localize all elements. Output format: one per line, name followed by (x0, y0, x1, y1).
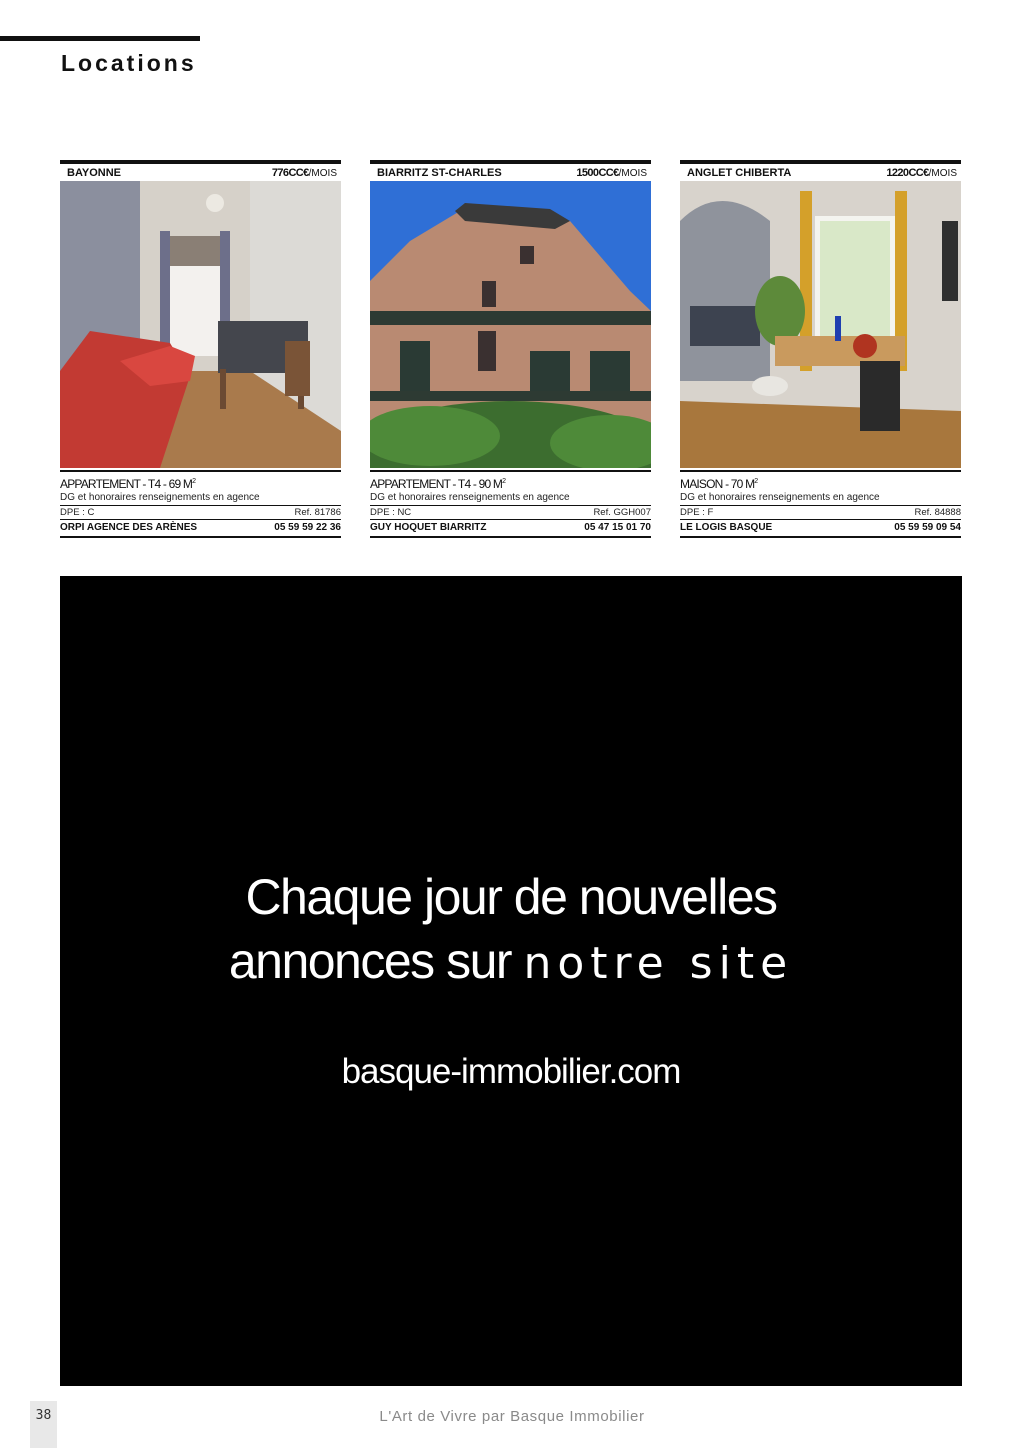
reference: Ref. 81786 (294, 507, 341, 518)
promo-headline-line2: annonces sur notre site (228, 933, 794, 989)
divider (370, 470, 651, 472)
listings-grid (60, 160, 962, 540)
property-type: APPARTEMENT - T4 - 90 $M^2$ (370, 477, 506, 491)
listing-city: BIARRITZ ST-CHARLES (377, 166, 502, 179)
header-rule (0, 36, 200, 41)
agency-phone[interactable]: 05 47 15 01 70 (584, 522, 651, 533)
divider (680, 470, 961, 472)
footer-tagline: L'Art de Vivre par Basque Immobilier (379, 1408, 645, 1425)
listing-header (370, 160, 651, 181)
dpe-rating: DPE : F (680, 507, 714, 518)
agency-row (370, 519, 651, 538)
reference: Ref. 84888 (914, 507, 961, 518)
listing-header (680, 160, 961, 181)
fees-note: DG et honoraires renseignements en agence (370, 492, 570, 503)
agency-name[interactable]: ORPI AGENCE DES ARÈNES (60, 522, 198, 533)
listing-photo[interactable] (60, 181, 341, 468)
agency-name[interactable]: LE LOGIS BASQUE (680, 522, 773, 533)
promo-headline-line1: Chaque jour de nouvelles (245, 869, 777, 925)
agency-row (60, 519, 341, 538)
dpe-rating: DPE : NC (370, 507, 412, 518)
agency-phone[interactable]: 05 59 59 22 36 (274, 522, 341, 533)
listing-card-biarritz[interactable] (370, 160, 651, 538)
section-title: Locations (61, 50, 197, 76)
promo-banner (60, 576, 962, 1386)
fees-note: DG et honoraires renseignements en agence (680, 492, 880, 503)
listing-price: 776CC€/MOIS (271, 166, 337, 179)
website-link[interactable]: basque-immobilier.com (341, 1052, 681, 1091)
property-type: MAISON - 70 $M^2$ (680, 477, 758, 491)
listing-header (60, 160, 341, 181)
property-type: APPARTEMENT - T4 - 69 $M^2$ (60, 477, 196, 491)
listing-price: 1220CC€/MOIS (886, 166, 957, 179)
meta-row (60, 505, 341, 519)
listing-card-bayonne[interactable] (60, 160, 341, 538)
dpe-rating: DPE : C (60, 507, 95, 518)
fees-note: DG et honoraires renseignements en agence (60, 492, 260, 503)
meta-row (370, 505, 651, 519)
listing-city: ANGLET CHIBERTA (687, 166, 792, 179)
agency-name[interactable]: GUY HOQUET BIARRITZ (370, 522, 487, 533)
divider (60, 470, 341, 472)
listing-photo[interactable] (370, 181, 651, 468)
listing-price: 1500CC€/MOIS (576, 166, 647, 179)
listing-photo[interactable] (680, 181, 961, 468)
meta-row (680, 505, 961, 519)
listing-card-anglet[interactable] (680, 160, 961, 538)
agency-row (680, 519, 961, 538)
agency-phone[interactable]: 05 59 59 09 54 (894, 522, 961, 533)
page-number: 38 (30, 1401, 57, 1448)
reference: Ref. GGH007 (593, 507, 651, 518)
listing-city: BAYONNE (67, 166, 121, 179)
